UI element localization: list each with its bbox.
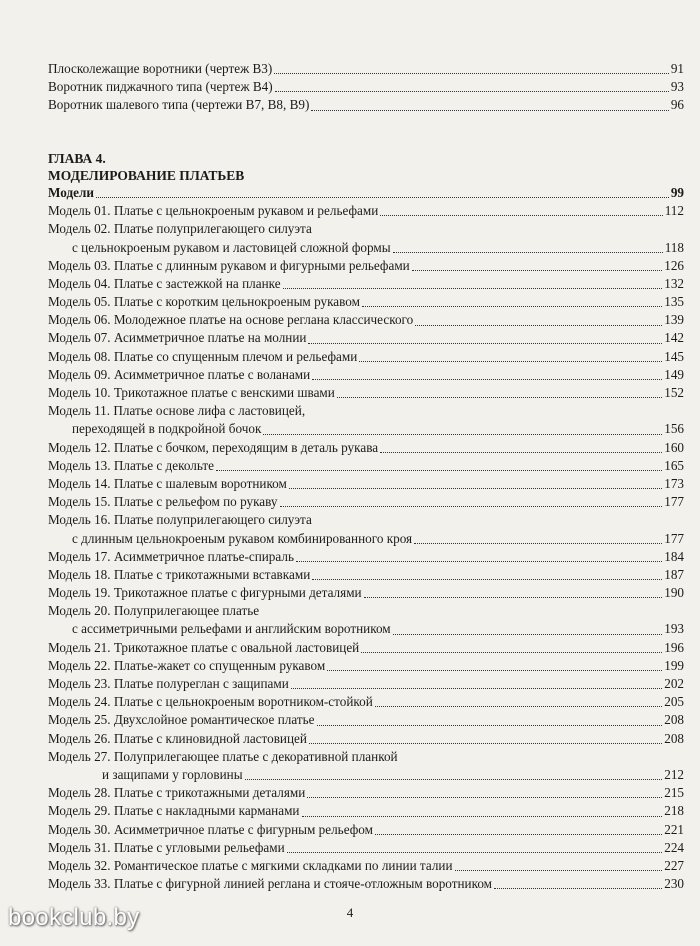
toc-entry-title: Модель 15. Платье с рельефом по рукаву bbox=[48, 494, 278, 510]
leader-dots bbox=[375, 834, 662, 835]
toc-entry-title: Воротник шалевого типа (чертежи В7, В8, В9) bbox=[48, 97, 310, 113]
leader-dots bbox=[312, 579, 662, 580]
toc-entry-title: Модель 21. Трикотажное платье с овальной ластовицей bbox=[48, 639, 360, 655]
toc-entry bbox=[48, 548, 684, 566]
toc-entry bbox=[48, 475, 684, 493]
toc-entry bbox=[48, 784, 684, 802]
leader-dots bbox=[494, 888, 662, 889]
toc-entry-page: 190 bbox=[664, 585, 684, 601]
toc-entry bbox=[48, 202, 684, 220]
toc-entry-prefix: Модель 32. bbox=[48, 857, 114, 873]
leader-dots bbox=[380, 452, 662, 453]
toc-entry-title: Модель 11. Платье основе лифа с ластовицей, bbox=[48, 403, 306, 419]
toc-entry bbox=[48, 457, 684, 475]
toc-entry-page: 196 bbox=[664, 639, 684, 655]
toc-entry-title: Модель 23. Платье полуреглан с защипами bbox=[48, 676, 289, 692]
toc-entry-page: 139 bbox=[664, 312, 684, 328]
toc-entry bbox=[48, 748, 684, 766]
toc-entry-title: Модель 27. Полуприлегающее платье с декоративной планкой bbox=[48, 748, 398, 764]
toc-model-list bbox=[48, 202, 684, 893]
toc-entry bbox=[48, 366, 684, 384]
toc-entry-title: Модель 05. Платье с коротким цельнокроеным рукавом bbox=[48, 294, 360, 310]
toc-entry-page: 152 bbox=[664, 385, 684, 401]
leader-dots bbox=[274, 73, 669, 74]
toc-entry-title: Модель 06. Молодежное платье на основе реглана классического bbox=[48, 312, 414, 328]
leader-dots bbox=[359, 361, 662, 362]
toc-entry-page: 142 bbox=[664, 330, 684, 346]
toc-entry-title: Модель 08. Платье со спущенным плечом и рельефами bbox=[48, 348, 358, 364]
toc-entry-page: 132 bbox=[664, 275, 684, 291]
toc-entry-page: 208 bbox=[664, 730, 684, 746]
toc-entry bbox=[48, 239, 684, 257]
toc-entry-title: Плосколежащие воротники (чертеж В3) bbox=[48, 60, 273, 76]
leader-dots bbox=[311, 110, 668, 111]
toc-entry-title: Модель 02. Платье полуприлегающего силуэта bbox=[48, 221, 312, 237]
leader-dots bbox=[289, 488, 662, 489]
toc-entry-page: 193 bbox=[664, 621, 684, 637]
toc-entry bbox=[48, 384, 684, 402]
leader-dots bbox=[296, 561, 662, 562]
toc-entry-title: Модель 16. Платье полуприлегающего силуэта bbox=[48, 512, 312, 528]
leader-dots bbox=[362, 306, 662, 307]
toc-entry-title: переходящей в подкройной бочок bbox=[72, 421, 262, 437]
toc-entry bbox=[48, 511, 684, 529]
toc-entry-title: Модель 31. Платье с угловыми рельефами bbox=[48, 839, 285, 855]
toc-entry bbox=[48, 293, 684, 311]
toc-entry-title: Модель 30. Асимметричное платье с фигурным рельефом bbox=[48, 821, 373, 837]
leader-dots bbox=[280, 506, 663, 507]
toc-entry-page: 224 bbox=[664, 839, 684, 855]
toc-entry bbox=[48, 657, 684, 675]
toc-entry-page: 93 bbox=[670, 79, 684, 95]
leader-dots bbox=[309, 743, 662, 744]
toc-entry bbox=[48, 839, 684, 857]
toc-entry-title: Модель 24. Платье с цельнокроеным воротником-стойкой bbox=[48, 694, 373, 710]
toc-entry-title: Модель 33. Платье с фигурной линией реглана и стояче-отложным воротником bbox=[48, 876, 493, 892]
toc-entry bbox=[48, 857, 684, 875]
leader-dots bbox=[415, 325, 662, 326]
toc-entry bbox=[48, 78, 684, 96]
page-number: 4 bbox=[346, 905, 354, 920]
toc-entry-page: 96 bbox=[670, 97, 684, 113]
toc-entry bbox=[48, 330, 684, 348]
toc-entry-page: 208 bbox=[664, 712, 684, 728]
watermark-logo: bookclub.by bbox=[8, 904, 140, 931]
toc-entry-title: Модель 17. Асимметричное платье-спираль bbox=[48, 548, 294, 564]
toc-entry bbox=[48, 621, 684, 639]
leader-dots bbox=[287, 852, 663, 853]
leader-dots bbox=[307, 797, 662, 798]
toc-entry-title: Романтическое платье с мягкими складками по линии талии bbox=[113, 857, 453, 873]
toc-entry-title: Модель 03. Платье с длинным рукавом и фигурными рельефами bbox=[48, 257, 410, 273]
leader-dots bbox=[380, 215, 662, 216]
toc-entry-page: 212 bbox=[664, 766, 684, 782]
toc-entry-title: Модель 25. Двухслойное романтическое платье bbox=[48, 712, 315, 728]
toc-entry bbox=[48, 584, 684, 602]
toc-entry-page: 156 bbox=[664, 421, 684, 437]
toc-entry-title: с ассиметричными рельефами и английским воротником bbox=[72, 621, 391, 637]
leader-dots bbox=[393, 252, 663, 253]
toc-entry bbox=[48, 60, 684, 78]
leader-dots bbox=[412, 270, 662, 271]
leader-dots bbox=[317, 725, 663, 726]
toc-entry-page: 221 bbox=[664, 821, 684, 837]
toc-entry bbox=[48, 766, 684, 784]
toc-entry bbox=[48, 693, 684, 711]
toc-entry-title: Модель 12. Платье с бочком, переходящим в деталь рукава bbox=[48, 439, 379, 455]
toc-entry-title: Модель 28. Платье с трикотажными деталями bbox=[48, 785, 306, 801]
toc-entry-title: Модель 22. Платье-жакет со спущенным рукавом bbox=[48, 657, 326, 673]
chapter-title: МОДЕЛИРОВАНИЕ ПЛАТЬЕВ bbox=[48, 168, 245, 183]
toc-entry-title: с длинным цельнокроеным рукавом комбинированного кроя bbox=[72, 530, 413, 546]
toc-entry bbox=[48, 257, 684, 275]
toc-entry-page: 187 bbox=[664, 566, 684, 582]
leader-dots bbox=[364, 597, 663, 598]
toc-entry bbox=[48, 348, 684, 366]
toc-entry bbox=[48, 675, 684, 693]
leader-dots bbox=[308, 343, 662, 344]
toc-entry bbox=[48, 821, 684, 839]
toc-entry-page: 126 bbox=[664, 257, 684, 273]
toc-entry-page: 205 bbox=[664, 694, 684, 710]
toc-entry bbox=[48, 402, 684, 420]
leader-dots bbox=[361, 652, 662, 653]
toc-entry bbox=[48, 639, 684, 657]
toc-entry bbox=[48, 420, 684, 438]
toc-entry-page: 165 bbox=[664, 457, 684, 473]
toc-entry bbox=[48, 711, 684, 729]
leader-dots bbox=[275, 91, 669, 92]
leader-dots bbox=[312, 379, 662, 380]
toc-entry bbox=[48, 311, 684, 329]
leader-dots bbox=[414, 543, 662, 544]
toc-entry bbox=[48, 802, 684, 820]
toc-entry-title: Модель 18. Платье с трикотажными вставками bbox=[48, 566, 311, 582]
leader-dots bbox=[337, 397, 662, 398]
toc-entry-title: Модель 29. Платье с накладными карманами bbox=[48, 803, 300, 819]
leader-dots bbox=[375, 706, 662, 707]
toc-entry-page: 149 bbox=[664, 366, 684, 382]
toc-entry bbox=[48, 530, 684, 548]
toc-entry-page: 112 bbox=[664, 203, 684, 219]
leader-dots bbox=[291, 688, 662, 689]
toc-chapter-block bbox=[48, 150, 684, 893]
toc-entry bbox=[48, 439, 684, 457]
toc-entry-page: 230 bbox=[664, 876, 684, 892]
toc-entry-title: Модель 19. Трикотажное платье с фигурными деталями bbox=[48, 585, 362, 601]
leader-dots bbox=[216, 470, 662, 471]
toc-entry-page: 135 bbox=[664, 294, 684, 310]
leader-dots bbox=[393, 634, 663, 635]
toc-entry-page: 173 bbox=[664, 475, 684, 491]
toc-entry-title: Модели bbox=[48, 184, 95, 200]
toc-entry bbox=[48, 566, 684, 584]
leader-dots bbox=[327, 670, 662, 671]
toc-entry-title: и защипами у горловины bbox=[102, 766, 243, 782]
toc-entry-page: 184 bbox=[664, 548, 684, 564]
chapter-label: ГЛАВА 4. bbox=[48, 151, 106, 166]
toc-entry-page: 118 bbox=[664, 239, 684, 255]
toc-entry bbox=[48, 602, 684, 620]
toc-entry bbox=[48, 220, 684, 238]
toc-top-block bbox=[48, 60, 684, 115]
toc-entry-title: Модель 09. Асимметричное платье с воланами bbox=[48, 366, 311, 382]
toc-entry-title: Воротник пиджачного типа (чертеж В4) bbox=[48, 79, 273, 95]
toc-entry bbox=[48, 493, 684, 511]
toc-entry-page: 160 bbox=[664, 439, 684, 455]
toc-entry bbox=[48, 875, 684, 893]
toc-entry-page: 99 bbox=[670, 184, 684, 200]
leader-dots bbox=[263, 434, 662, 435]
toc-entry-page: 202 bbox=[664, 676, 684, 692]
toc-entry-title: Модель 04. Платье с застежкой на планке bbox=[48, 275, 281, 291]
toc-entry-page: 91 bbox=[670, 60, 684, 76]
toc-entry-page: 145 bbox=[664, 348, 684, 364]
toc-entry-page: 177 bbox=[664, 494, 684, 510]
leader-dots bbox=[245, 779, 663, 780]
leader-dots bbox=[302, 816, 663, 817]
leader-dots bbox=[455, 870, 663, 871]
toc-entry-page: 218 bbox=[664, 803, 684, 819]
toc-entry-title: Модель 14. Платье с шалевым воротником bbox=[48, 475, 287, 491]
toc-entry-title: Модель 01. Платье с цельнокроеным рукавом и рельефами bbox=[48, 203, 379, 219]
toc-entry-page: 227 bbox=[664, 857, 684, 873]
toc-models-heading bbox=[48, 184, 684, 202]
toc-entry-title: Модель 10. Трикотажное платье с венскими швами bbox=[48, 385, 335, 401]
toc-entry-page: 199 bbox=[664, 657, 684, 673]
toc-entry bbox=[48, 730, 684, 748]
toc-entry-title: Модель 26. Платье с клиновидной ластовицей bbox=[48, 730, 307, 746]
toc-entry-title: с цельнокроеным рукавом и ластовицей сложной формы bbox=[72, 239, 391, 255]
leader-dots bbox=[283, 288, 663, 289]
toc-entry-page: 177 bbox=[664, 530, 684, 546]
toc-entry-title: Модель 20. Полуприлегающее платье bbox=[48, 603, 260, 619]
toc-entry-page: 215 bbox=[664, 785, 684, 801]
toc-entry bbox=[48, 96, 684, 114]
toc-entry-title: Модель 07. Асимметричное платье на молнии bbox=[48, 330, 307, 346]
leader-dots bbox=[96, 197, 669, 198]
toc-entry-title: Модель 13. Платье с декольте bbox=[48, 457, 214, 473]
toc-entry bbox=[48, 275, 684, 293]
